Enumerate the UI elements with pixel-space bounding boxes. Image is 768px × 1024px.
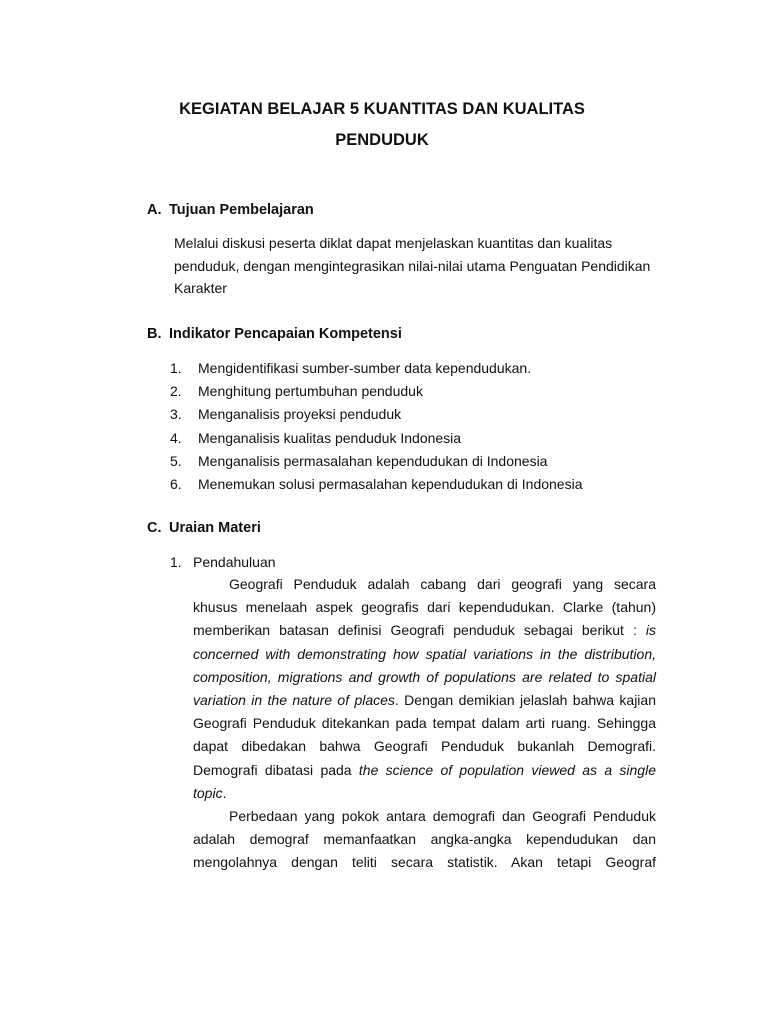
section-a-heading	[147, 202, 314, 218]
paragraph-1-line-9-italic: the science of population viewed as a single	[358, 761, 656, 778]
section-a-letter: A.	[147, 202, 162, 218]
list-item-text: Menemukan solusi permasalahan kependudukan di Indonesia	[198, 475, 583, 492]
section-a-line-3: Karakter	[174, 280, 227, 296]
paragraph-2-line-2: adalah demograf memanfaatkan angka-angka kependudukan dan	[193, 831, 656, 848]
subsection-title: Pendahuluan	[193, 554, 276, 570]
paragraph-1-line-8: dapat dibedakan bahwa Geografi Penduduk bukanlah Demografi.	[193, 738, 656, 755]
list-item-text: Menghitung pertumbuhan penduduk	[198, 383, 423, 400]
paragraph-1-line-3-text: memberikan batasan definisi Geografi penduduk sebagai berikut :	[193, 622, 646, 639]
title-line-2: PENDUDUK	[335, 131, 429, 149]
list-item-number: 2.	[170, 383, 182, 400]
title-line-1: KEGIATAN BELAJAR 5 KUANTITAS DAN KUALITAS	[179, 100, 585, 118]
list-item-number: 1.	[170, 360, 182, 376]
section-a-line-2: penduduk, dengan mengintegrasikan nilai-nilai utama Penguatan Pendidikan	[174, 257, 651, 274]
list-item-number: 5.	[170, 452, 182, 469]
paragraph-1-line-10-italic: topic	[193, 784, 223, 801]
paragraph-1-line-9-text: Demografi dibatasi pada	[193, 761, 359, 778]
paragraph-1-line-6-italic: variation in the nature of places	[193, 691, 395, 708]
section-c-title: Uraian Materi	[169, 520, 261, 536]
list-item	[170, 357, 582, 380]
section-a-line-1: Melalui diskusi peserta diklat dapat menjelaskan kuantitas dan kualitas	[174, 235, 613, 251]
list-item	[170, 380, 582, 403]
list-item-number: 4.	[170, 429, 182, 446]
section-c-heading	[147, 520, 261, 536]
paragraph-1-line-9	[193, 759, 656, 782]
paragraph-1-line-3-italic: is	[645, 622, 656, 639]
section-a-paragraph	[174, 232, 661, 300]
list-item	[170, 450, 582, 473]
paragraph-1-line-6-text: . Dengan demikian jelaslah bahwa kajian	[394, 691, 656, 708]
section-a-title: Tujuan Pembelajaran	[169, 202, 314, 218]
list-item-text: Mengidentifikasi sumber-sumber data kependudukan.	[198, 360, 532, 376]
list-item-text: Menganalisis kualitas penduduk Indonesia	[198, 429, 462, 446]
list-item-number: 3.	[170, 406, 182, 423]
subsection-heading	[170, 552, 276, 572]
list-item-number: 6.	[170, 475, 182, 492]
list-item	[170, 427, 582, 450]
paragraph-1-line-6	[193, 689, 656, 712]
indicator-list	[170, 357, 582, 496]
page-title	[130, 94, 634, 156]
section-b-heading	[147, 326, 402, 342]
section-b-title: Indikator Pencapaian Kompetensi	[169, 326, 402, 342]
paragraph-1-line-1: Geografi Penduduk adalah cabang dari geografi yang secara	[229, 576, 656, 592]
list-item-text: Menganalisis permasalahan kependudukan di Indonesia	[198, 452, 548, 469]
paragraph-1-line-2: khusus menelaah aspek geografis dari kependudukan. Clarke (tahun)	[193, 599, 656, 616]
paragraph-1-line-10	[193, 782, 656, 805]
paragraph-2-line-3: mengolahnya dengan teliti secara statistik. Akan tetapi Geograf	[193, 854, 656, 871]
paragraph-1-line-7: Geografi Penduduk ditekankan pada tempat dalam arti ruang. Sehingga	[193, 715, 656, 732]
paragraph-2-line-1: Perbedaan yang pokok antara demografi dan Geografi Penduduk	[229, 807, 656, 824]
paragraph-1-line-4	[193, 643, 656, 666]
list-item	[170, 403, 582, 426]
section-c-letter: C.	[147, 520, 162, 536]
paragraph-1-line-4-italic: concerned with demonstrating how spatial variations in the distribution,	[193, 645, 656, 662]
paragraph-1-line-5-italic: composition, migrations and growth of populations are related to spatial	[193, 668, 656, 685]
paragraph-1-line-5	[193, 666, 656, 689]
paragraph-1-line-10-text: .	[222, 784, 227, 801]
paragraph-1-line-3	[193, 619, 656, 642]
list-item-text: Menganalisis proyeksi penduduk	[198, 406, 402, 423]
list-item	[170, 473, 582, 496]
subsection-number: 1.	[170, 554, 182, 570]
section-b-letter: B.	[147, 326, 162, 342]
body-text	[193, 573, 656, 874]
